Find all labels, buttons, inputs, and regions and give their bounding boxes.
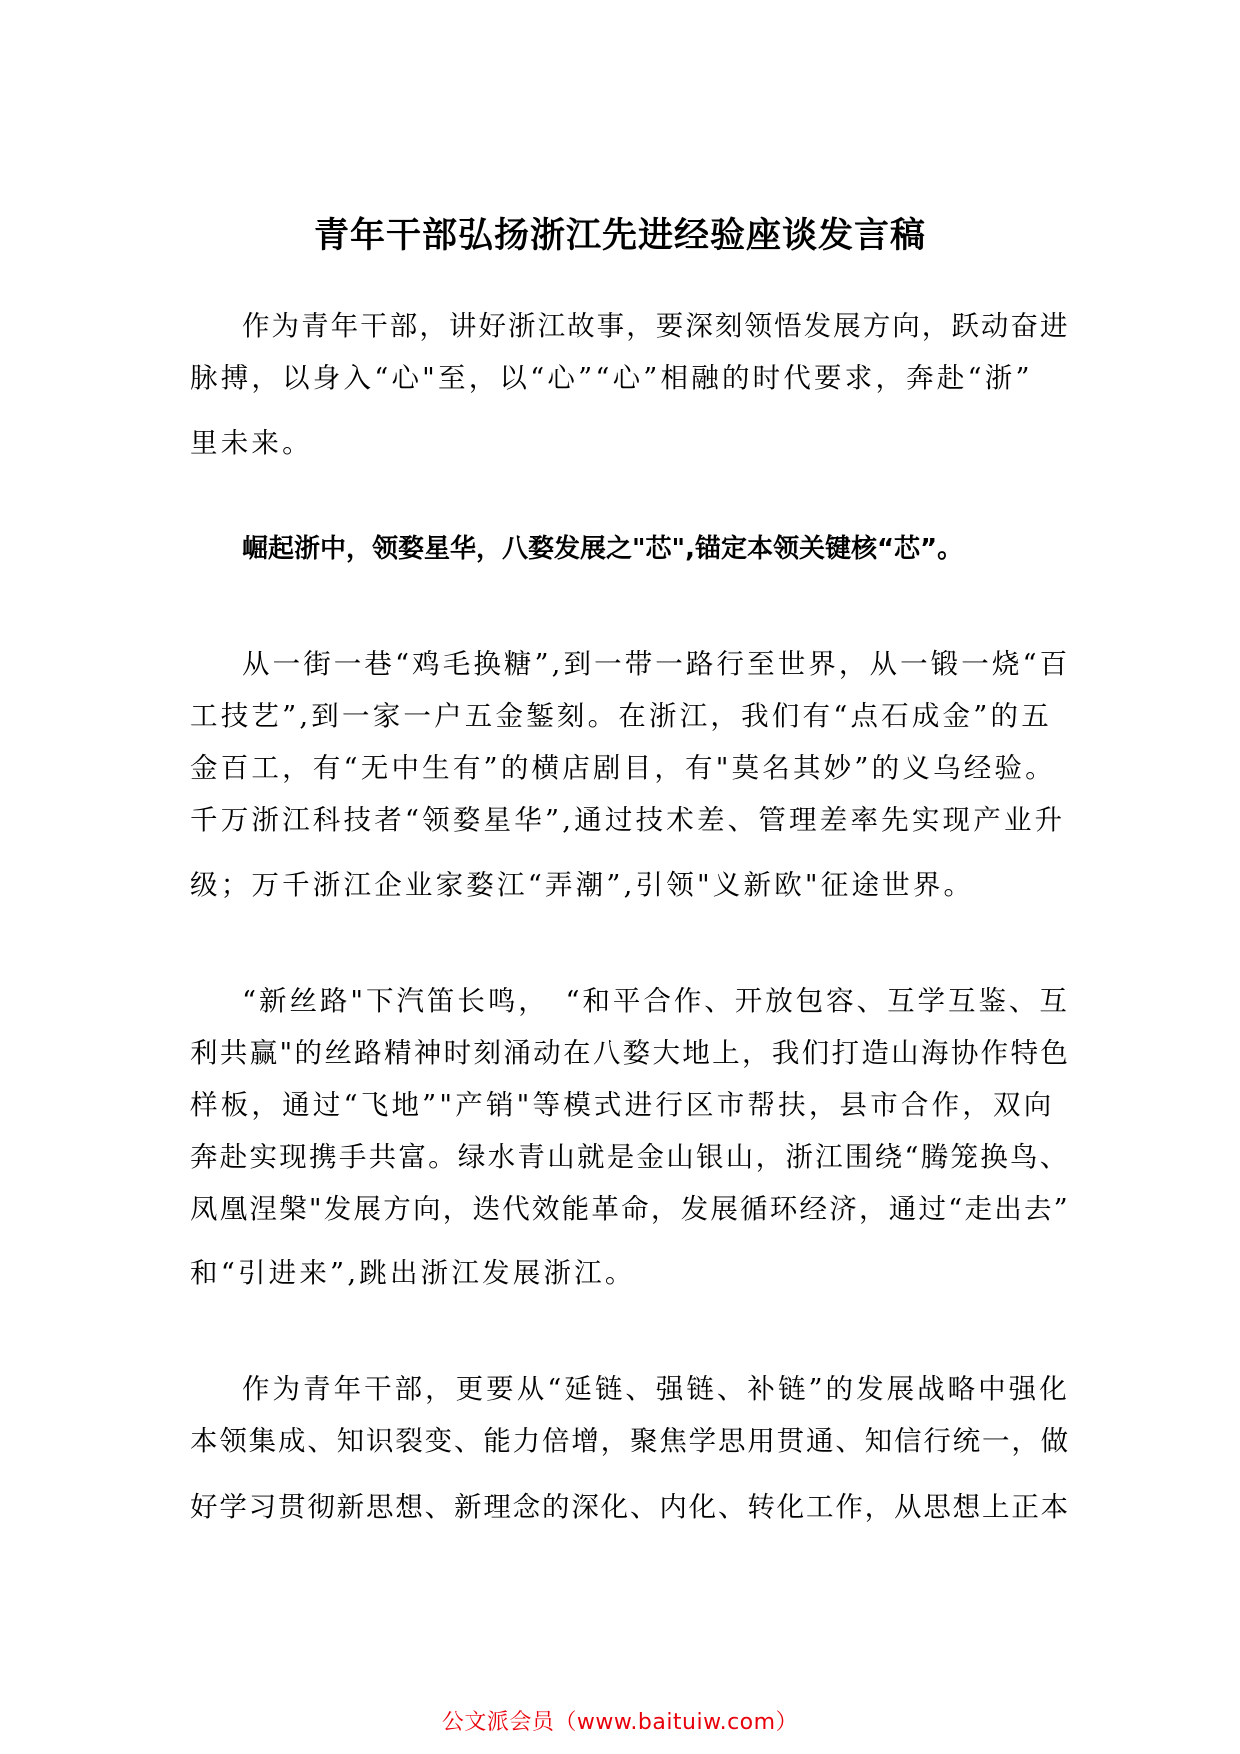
document-title: 青年干部弘扬浙江先进经验座谈发言稿 xyxy=(313,216,926,256)
paragraph-line: 奔赴实现携手共富。绿水青山就是金山银山，浙江围绕“腾笼换鸟、 xyxy=(190,1141,1070,1173)
paragraph-line: 利共赢"的丝路精神时刻涌动在八婺大地上，我们打造山海协作特色 xyxy=(190,1037,1071,1069)
paragraph-line: 金百工，有“无中生有”的横店剧目，有"莫名其妙”的义乌经验。 xyxy=(190,752,1056,784)
paragraph-line: 作为青年干部，更要从“延链、强链、补链”的发展战略中强化 xyxy=(242,1373,1070,1405)
footer-watermark: 公文派会员（www.baituiw.com） xyxy=(441,1710,799,1735)
paragraph-line: 从一街一巷“鸡毛换糖”,到一带一路行至世界，从一锻一烧“百 xyxy=(242,648,1071,680)
paragraph-line: 脉搏，以身入“心"至，以“心”“心”相融的时代要求，奔赴“浙” xyxy=(190,362,1033,394)
paragraph-line: 好学习贯彻新思想、新理念的深化、内化、转化工作，从思想上正本 xyxy=(190,1491,1070,1523)
paragraph-line: 样板，通过“飞地”"产销"等模式进行区市帮扶，县市合作，双向 xyxy=(190,1089,1055,1121)
paragraph-line: 工技艺”,到一家一户五金錾刻。在浙江，我们有“点石成金”的五 xyxy=(190,700,1052,732)
paragraph-line: 千万浙江科技者“领婺星华”,通过技术差、管理差率先实现产业升 xyxy=(190,804,1066,836)
paragraph-line: 和“引进来”,跳出浙江发展浙江。 xyxy=(190,1257,636,1289)
paragraph-line: “新丝路"下汽笛长鸣， “和平合作、开放包容、互学互鉴、互 xyxy=(242,985,1070,1017)
paragraph-line: 本领集成、知识裂变、能力倍增，聚焦学思用贯通、知信行统一，做 xyxy=(190,1425,1070,1457)
paragraph-line: 级；万千浙江企业家婺江“弄潮”,引领"义新欧"征途世界。 xyxy=(190,869,975,901)
paragraph-line: 凤凰涅槃"发展方向，迭代效能革命，发展循环经济，通过“走出去” xyxy=(190,1193,1070,1225)
paragraph-line: 作为青年干部，讲好浙江故事，要深刻领悟发展方向，跃动奋进 xyxy=(242,310,1070,342)
section-heading: 崛起浙中，领婺星华，八婺发展之"芯",锚定本领关键核“芯”。 xyxy=(242,534,964,564)
paragraph-line: 里未来。 xyxy=(190,427,313,459)
